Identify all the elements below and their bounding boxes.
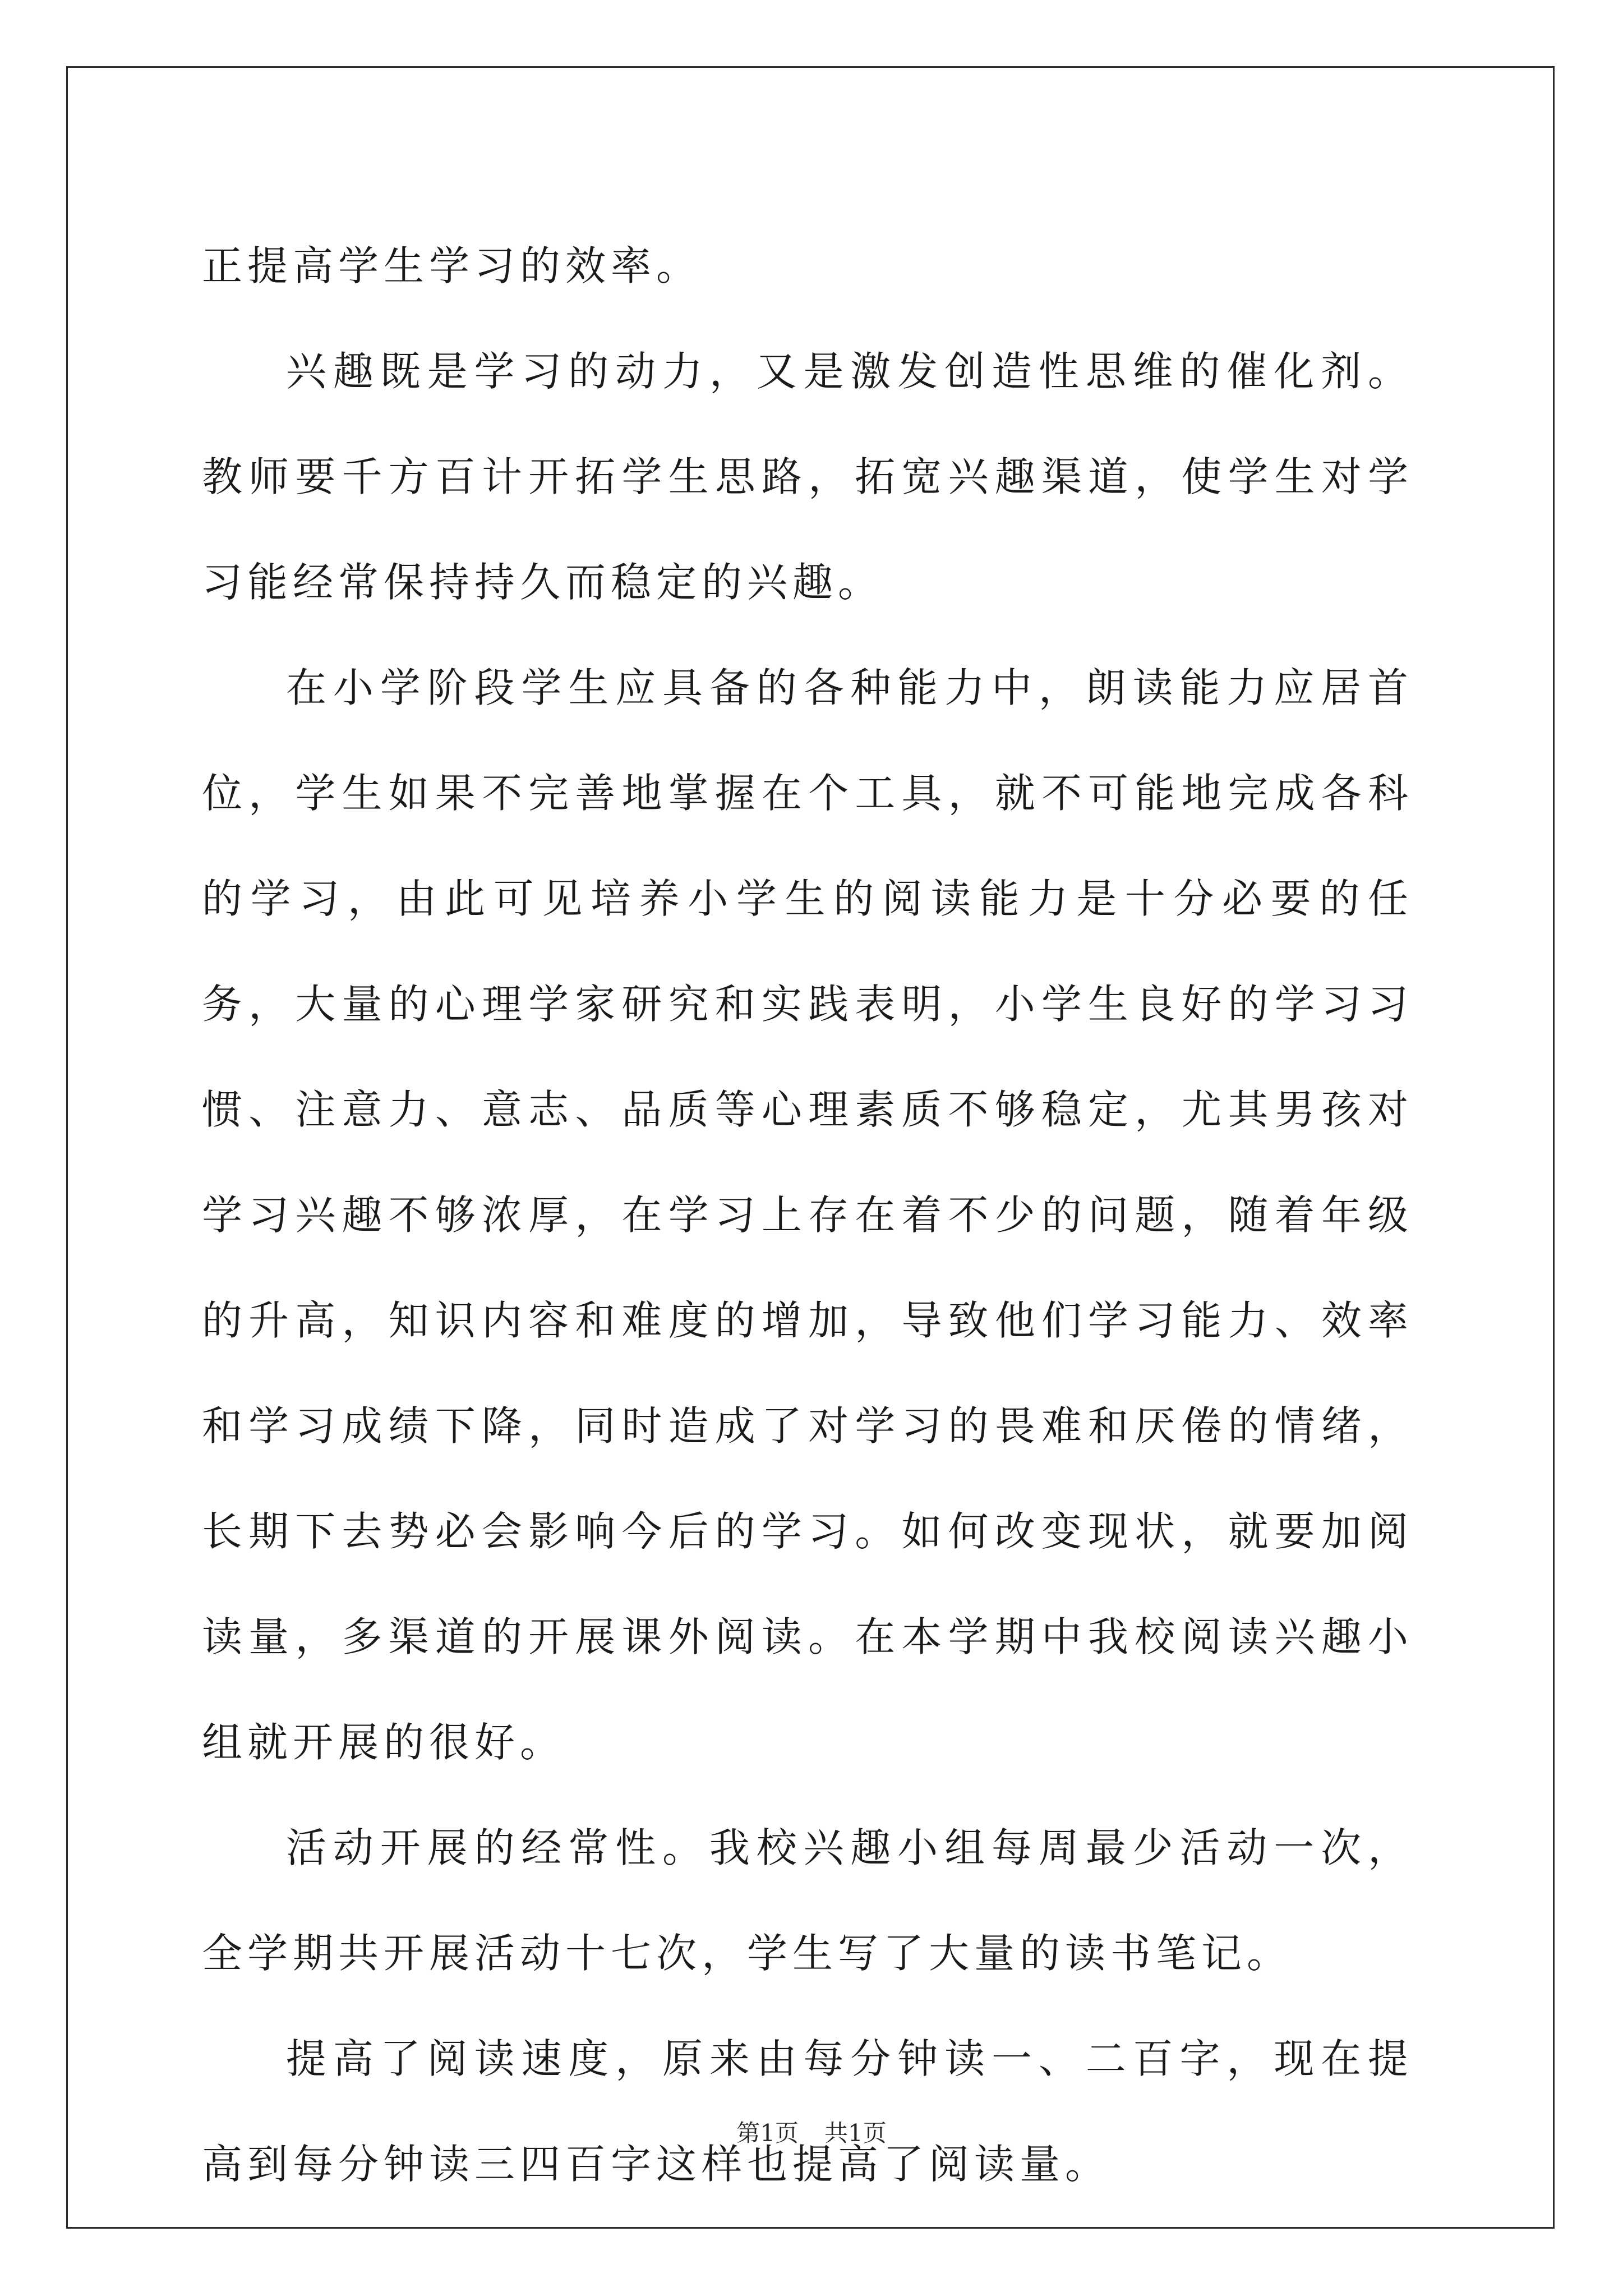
paragraph-3: 在小学阶段学生应具备的各种能力中，朗读能力应居首位，学生如果不完善地掌握在个工具，就不可能地完成各科的学习，由此可见培养小学生的阅读能力是十分必要的任务，大量的心理学家研究和实践表明，小学生良好的学习习惯、注意力、意志、品质等心理素质不够稳定，尤其男孩对学习兴趣不够浓厚，在学习上存在着不少的问题，随着年级的升高，知识内容和难度的增加，导致他们学习能力、效率和学习成绩下降，同时造成了对学习的畏难和厌倦的情绪，长期下去势必会影响今后的学习。如何改变现状，就要加阅读量，多渠道的开展课外阅读。在本学期中我校阅读兴趣小组就开展的很好。 bbox=[202, 664, 1413, 1766]
document-body bbox=[202, 213, 1413, 2217]
paragraph-2: 兴趣既是学习的动力，又是激发创造性思维的催化剂。教师要千方百计开拓学生思路，拓宽兴趣渠道，使学生对学习能经常保持持久而稳定的兴趣。 bbox=[202, 348, 1413, 606]
paragraph-1: 正提高学生学习的效率。 bbox=[202, 242, 702, 289]
paragraph-4: 活动开展的经常性。我校兴趣小组每周最少活动一次，全学期共开展活动十七次，学生写了大量的读书笔记。 bbox=[202, 1824, 1413, 1977]
page-footer bbox=[0, 2115, 1623, 2148]
page-total: 共1页 bbox=[824, 2119, 887, 2147]
paragraph-5: 提高了阅读速度，原来由每分钟读一、二百字，现在提高到每分钟读三四百字这样也提高了阅读量。 bbox=[202, 2035, 1413, 2188]
page-number: 第1页 bbox=[736, 2119, 799, 2147]
